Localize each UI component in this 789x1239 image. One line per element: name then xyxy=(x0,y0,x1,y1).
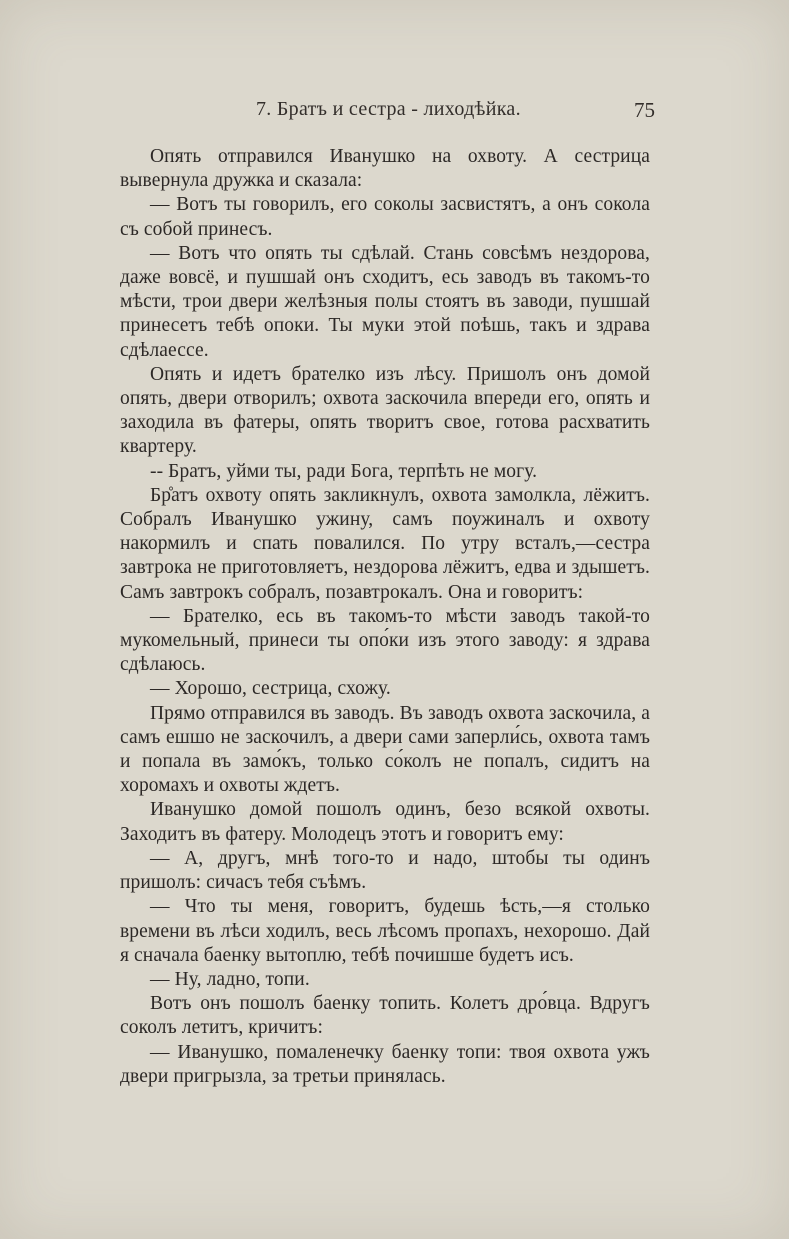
page-number: 75 xyxy=(634,98,655,122)
paragraph: Иванушко домой пошолъ одинъ, безо всякой охвоты. Заходитъ въ фатеру. Молодецъ этотъ и говоритъ ему: xyxy=(120,799,650,845)
paragraph: — Вотъ что опять ты сдѣлай. Стань совсѣмъ нездорова, даже вовсё, и пушшай онъ сходитъ, есь заводъ въ такомъ-то мѣсти, трои двери желѣзныя полы стоятъ въ заводи, пушшай принесетъ тебѣ опоки. Ты муки этой поѣшь, такъ и здрава сдѣлаессе. xyxy=(120,242,650,361)
page-header xyxy=(120,98,655,128)
paragraph: — Брателко, есь въ такомъ-то мѣсти заводъ такой-то мукомельный, принеси ты опо́ки изъ этого заводу: я здрава сдѣлаюсь. xyxy=(120,605,650,676)
paragraph: -- Братъ, уйми ты, ради Бога, терпѣть не могу. xyxy=(150,460,538,482)
paragraph: — Что ты меня, говоритъ, будешь ѣсть,—я столько времени въ лѣси ходилъ, весь лѣсомъ пропахъ, нехорошо. Дай я сначала баенку вытоплю, тебѣ почишше будетъ исъ. xyxy=(120,896,650,966)
paragraph: Вотъ онъ пошолъ баенку топить. Колетъ дро́вца. Вдругъ соколъ летитъ, кричитъ: xyxy=(120,993,650,1039)
paragraph: Прямо отправился въ заводъ. Въ заводъ охвота заскочила, а самъ ешшо не заскочилъ, а двери сами заперли́сь, охвота тамъ и попала въ замо́къ, только со́колъ не попалъ, сидитъ на хоромахъ и охвоты ждетъ. xyxy=(120,702,650,797)
running-title: 7. Братъ и сестра - лиходѣйка. xyxy=(256,98,521,120)
paragraph: — Ну, ладно, топи. xyxy=(150,968,310,990)
paragraph: — Хорошо, сестрица, схожу. xyxy=(150,678,391,700)
paragraph: — Вотъ ты говорилъ, его соколы засвистятъ, а онъ сокола съ собой принесъ. xyxy=(120,194,650,240)
paragraph: Опять отправился Иванушко на охвоту. А сестрица вывернула дружка и сказала: xyxy=(120,146,650,192)
paragraph: — А, другъ, мнѣ того-то и надо, штобы ты одинъ пришолъ: сичасъ тебя съѣмъ. xyxy=(120,847,650,894)
paragraph: Бр̊атъ охвоту опять закликнулъ, охвота замолкла, лёжитъ. Собралъ Иванушко ужину, самъ поужиналъ и охвоту накормилъ и спать повалился. По утру всталъ,—сестра завтрока не приготовляетъ, нездорова лёжитъ, едва и здышетъ. Самъ завтрокъ собралъ, позавтрокалъ. Она и говоритъ: xyxy=(120,484,650,603)
body-text xyxy=(120,145,650,1089)
paragraph: Опять и идетъ брателко изъ лѣсу. Пришолъ онъ домой опять, двери отворилъ; охвота заскочила впереди его, опять и заходила въ фатеры, опять творитъ свое, готова расхватить квартеру. xyxy=(120,363,650,458)
paragraph: — Иванушко, помаленечку баенку топи: твоя охвота ужъ двери пригрызла, за третьи принялась. xyxy=(120,1041,650,1087)
